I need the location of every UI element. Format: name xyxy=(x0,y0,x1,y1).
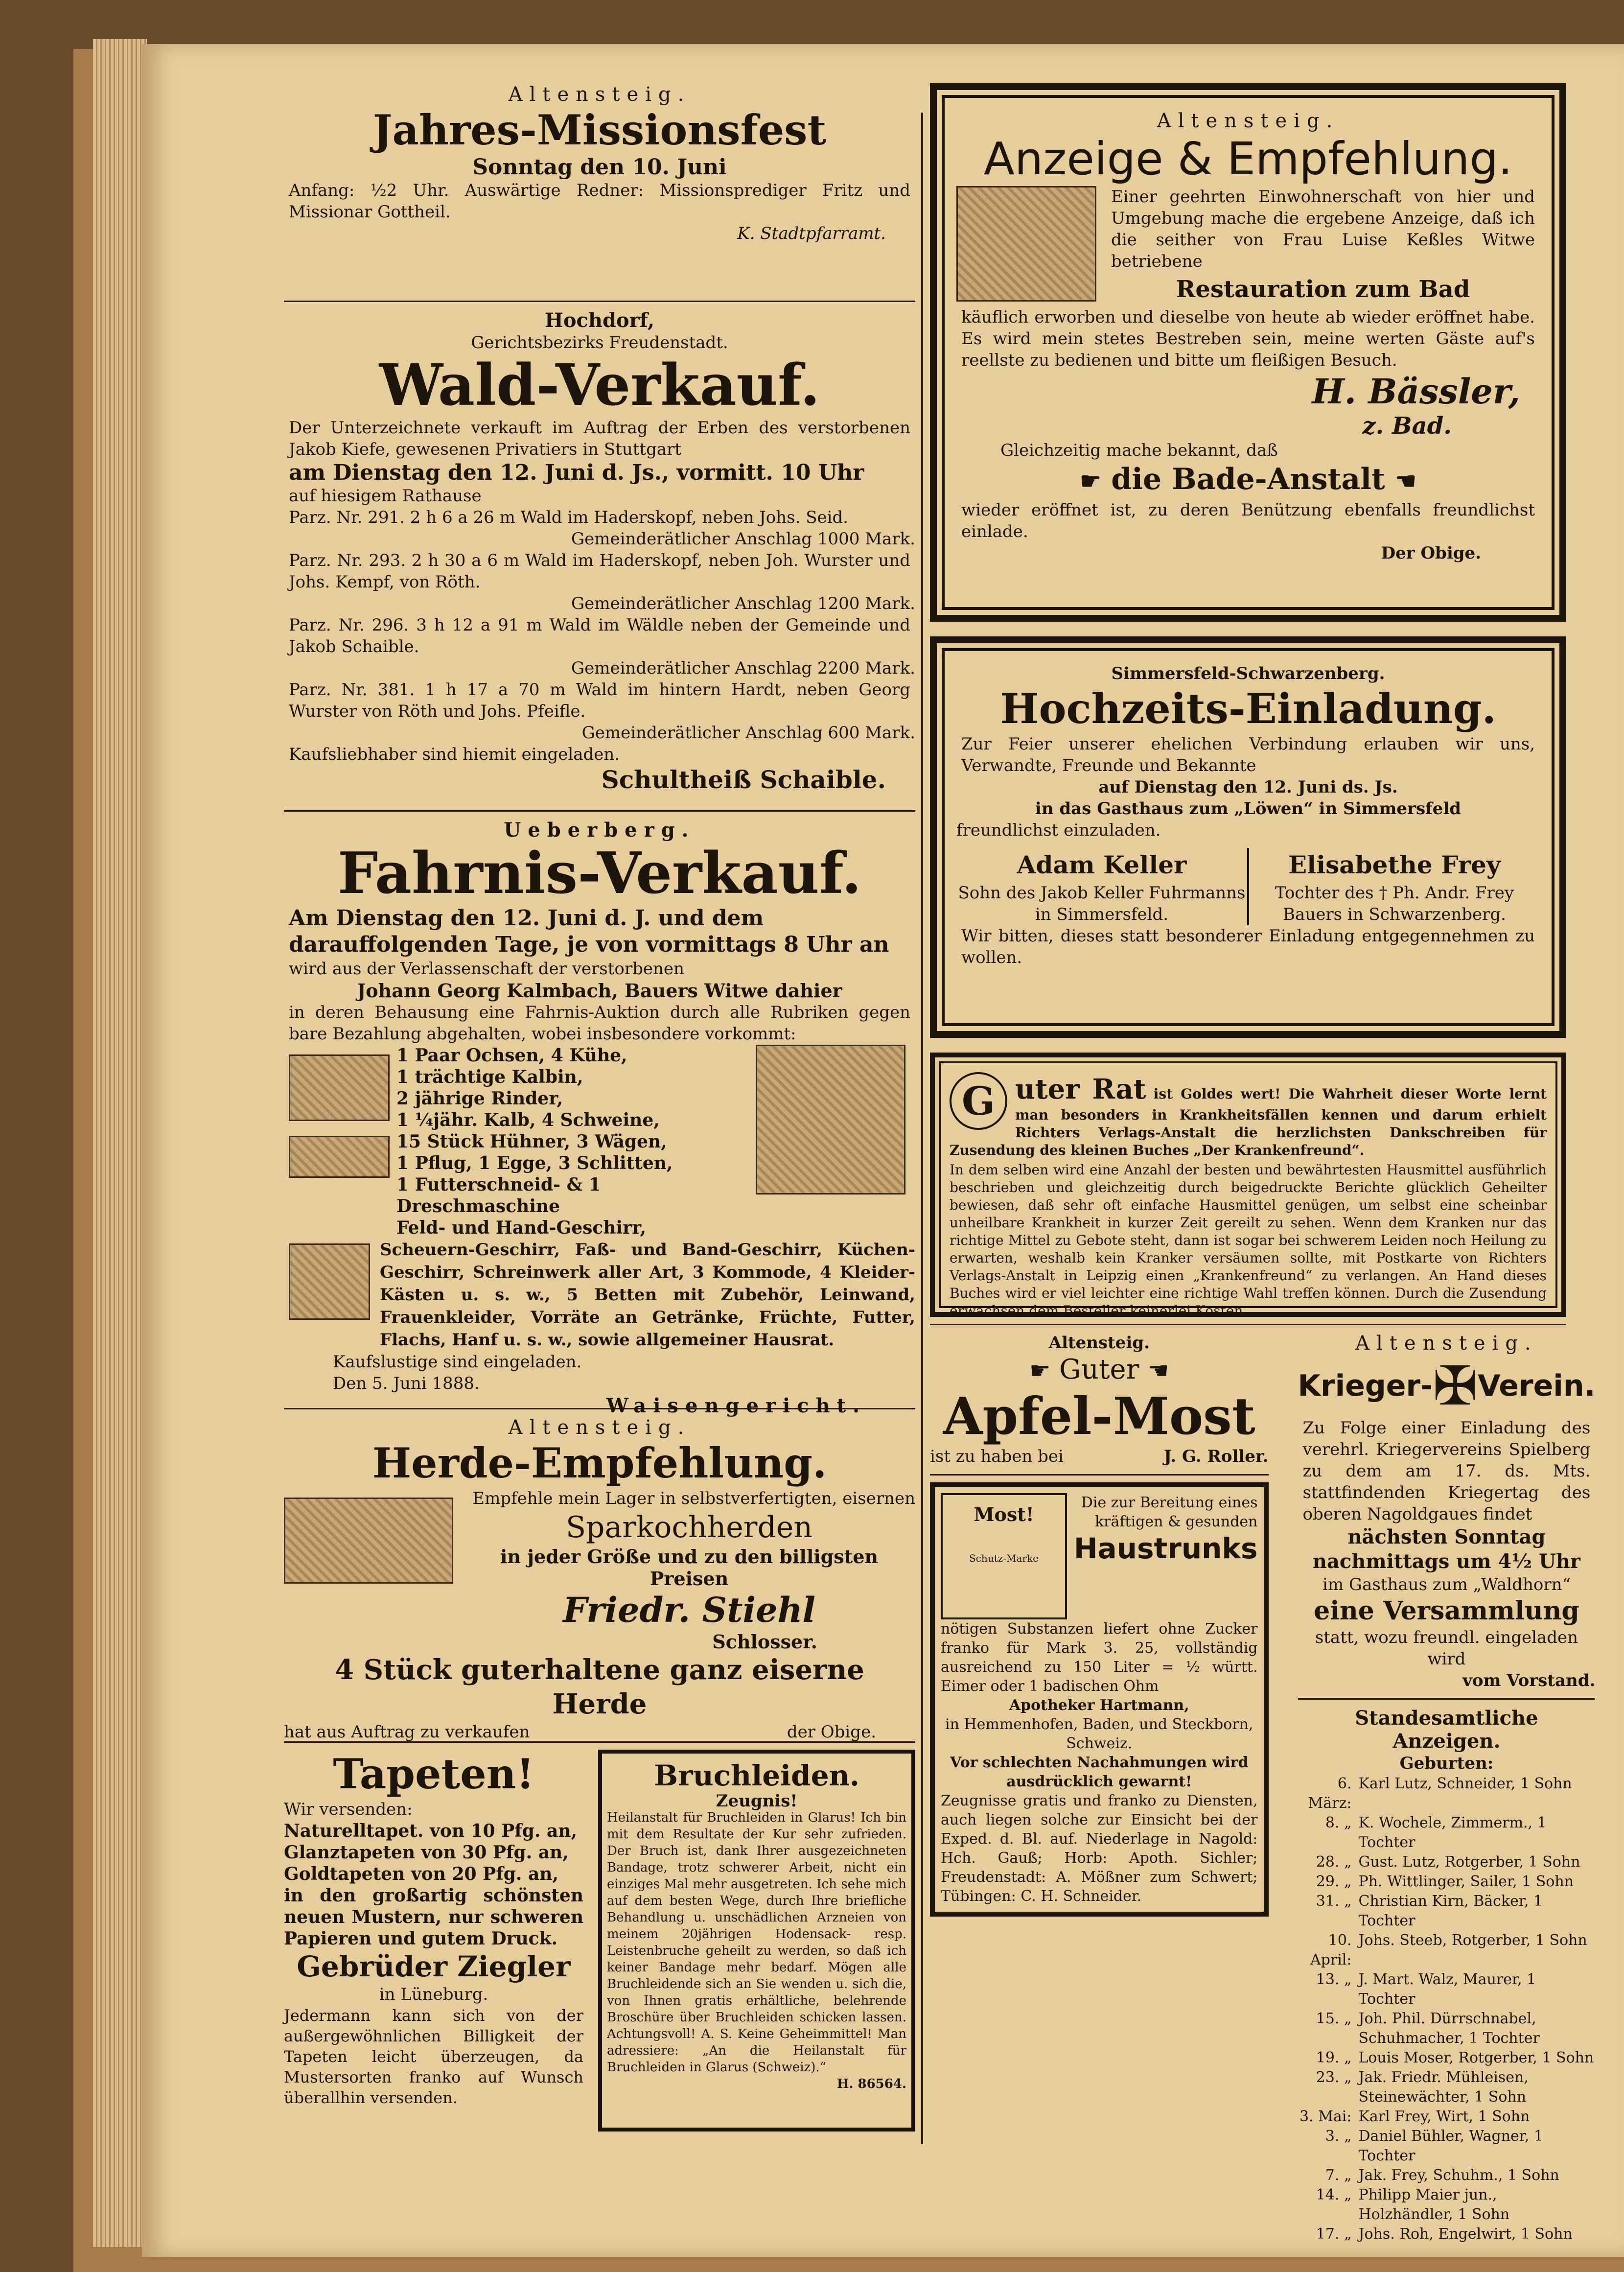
ad-job: Schlosser. xyxy=(712,1631,817,1653)
ad-body: nötigen Substanzen liefert ohne Zucker franko für Mark 3. 25, vollständig ausreichend zu 150 Liter = ½ württ. Eimer oder 1 badischen Ohm xyxy=(941,1620,1258,1695)
ad-place: Altensteig. xyxy=(1355,1332,1538,1355)
ad-title: Tapeten! xyxy=(333,1750,534,1798)
ad-top: Guter xyxy=(1059,1354,1139,1385)
ad-body2: in jeder Größe und zu den billigsten Preisen xyxy=(500,1546,879,1590)
ad-title: Herde-Empfehlung. xyxy=(372,1439,827,1487)
ad-body: ist zu haben bei xyxy=(930,1447,1064,1466)
ad-intro: Der Unterzeichnete verkauft im Auftrag der Erben des verstorbenen Jakob Kiefe, gewesenen Privatiers in Stuttgart xyxy=(289,418,910,459)
ad-where: im Gasthaus zum „Waldhorn“ xyxy=(1322,1575,1571,1594)
ad-inv: freundlichst einzuladen. xyxy=(956,820,1161,840)
divider xyxy=(930,1324,1566,1325)
ad-title: Jahres-Missionsfest xyxy=(372,106,827,154)
ad-name: Apotheker Hartmann, xyxy=(1009,1697,1189,1714)
item-date: 29. „ xyxy=(1316,1873,1352,1890)
ad-extra2: hat aus Auftrag zu verkaufen xyxy=(284,1722,530,1742)
standesamt-list xyxy=(1298,1707,1596,2244)
parcel-price: Gemeinderätlicher Anschlag 1000 Mark. xyxy=(571,529,915,549)
item: 1 Futterschneid- & 1 Dreschmaschine xyxy=(396,1174,601,1217)
ad-place: Simmersfeld-Schwarzenberg. xyxy=(1111,664,1385,683)
item-text: Karl Frey, Wirt, 1 Sohn xyxy=(1358,2108,1530,2125)
list-subtitle: Geburten: xyxy=(1399,1754,1494,1773)
item-text: Joh. Phil. Dürrschnabel, Schuhmacher, 1 Tochter xyxy=(1358,2010,1540,2047)
ad-body: In dem selben wird eine Anzahl der besten und bewährtesten Hausmittel ausführlich beschrieben und gleichzeitig durch beigedruckte Berichte glücklich Geheilter bewiesen, daß sehr oft einfache Hausmittel genügen, um selbst eine scheinbar unheilbare Krankheit in kurzer Zeit gereilt zu sehen. Wenn dem Kranken nur das richtige Mittel zu Gebote steht, dann ist sogar bei schwerem Leiden noch Heilung zu erwarten, weshalb kein Kranker versäumen sollte, mit Postkarte von Richters Verlags-Anstalt in Leipzig einen „Krankenfreund“ zu verlangen. An Hand dieses Buches wird er viel leichter eine richtige Wahl treffen können. Durch die Zusendung erwachsen dem Besteller keinerlei Kosten. xyxy=(950,1162,1547,1319)
parcel-text: Parz. Nr. 296. 3 h 12 a 91 m Wald im Wäldle neben der Gemeinde und Jakob Schaible. xyxy=(289,615,910,656)
item-text: Jak. Friedr. Mühleisen, Steinewächter, 1 Sohn xyxy=(1358,2069,1529,2106)
ad-more: Scheuern-Geschirr, Faß- und Band-Geschirr, Küchen-Geschirr, Schreinwerk aller Art, 3 Kommode, 4 Kleider-Kästen u. s. w., 5 Betten mit Zubehör, Leinwand, Frauenkleider, Vorräte an Getränke, Früchte, Futter, Flachs, Hanf u. s. w., sowie allgemeiner Hausrat. xyxy=(380,1240,915,1350)
ad-apfel-most xyxy=(930,1332,1269,1467)
parcel-text: Parz. Nr. 293. 2 h 30 a 6 m Wald im Haderskopf, neben Joh. Wurster und Johs. Kempf, von Röth. xyxy=(289,551,910,592)
groom-desc: Sohn des Jakob Keller Fuhrmanns in Simmersfeld. xyxy=(958,883,1246,924)
list-item xyxy=(1298,1813,1596,1852)
item-text: Daniel Bühler, Wagner, 1 Tochter xyxy=(1358,2128,1543,2164)
ad-title: Anzeige & Empfehlung. xyxy=(983,133,1513,185)
ad-sign: der Obige. xyxy=(787,1722,876,1742)
item-text: Jak. Frey, Schuhm., 1 Sohn xyxy=(1358,2167,1559,2184)
bride-name: Elisabethe Frey xyxy=(1288,850,1501,879)
ad-body: Zur Feier unserer ehelichen Verbindung erlauben wir uns, Verwandte, Freunde und Bekannte xyxy=(961,734,1535,775)
parcel xyxy=(284,679,915,744)
list-item xyxy=(1298,2225,1596,2244)
ad-name: Johann Georg Kalmbach, Bauers Witwe dahier xyxy=(357,980,842,1002)
item-date: 23. „ xyxy=(1316,2069,1352,2086)
item-text: Johs. Steeb, Rotgerber, 1 Sohn xyxy=(1358,1932,1587,1949)
ad-sign: K. Stadtpfarramt. xyxy=(737,224,886,243)
item-date: 8. „ xyxy=(1325,1814,1352,1831)
list-item xyxy=(1298,1931,1596,1970)
divider xyxy=(284,810,915,812)
item-text: Karl Lutz, Schneider, 1 Sohn xyxy=(1358,1775,1572,1792)
list-item xyxy=(1298,2127,1596,2166)
item-text: Philipp Maier jun., Holzhändler, 1 Sohn xyxy=(1358,2186,1510,2223)
ad-title-left: Krieger- xyxy=(1298,1369,1433,1403)
item-date: 15. „ xyxy=(1316,2010,1352,2027)
ad-intro: Die zur Bereitung eines kräftigen & gesunden xyxy=(1081,1494,1258,1530)
ad-place: Ueberberg. xyxy=(504,819,696,842)
item-text: Louis Moser, Rotgerber, 1 Sohn xyxy=(1358,2049,1594,2066)
ad-outro: statt, wozu freundl. eingeladen wird xyxy=(1315,1628,1578,1669)
ad-where: auf hiesigem Rathause xyxy=(289,486,482,506)
pointing-hand-icon: ☚ xyxy=(1395,468,1416,495)
trademark-label: Most! xyxy=(974,1503,1034,1525)
parcel-price: Gemeinderätlicher Anschlag 600 Mark. xyxy=(581,723,915,743)
ad-title: uter Rat xyxy=(1015,1073,1146,1105)
ad-where: in Hemmenhofen, Baden, und Steckborn, Schweiz. xyxy=(945,1716,1253,1752)
cattle-illustration xyxy=(756,1045,905,1195)
ad-sub: Zeugnis! xyxy=(716,1791,798,1811)
parcel-text: Parz. Nr. 291. 2 h 6 a 26 m Wald im Haderskopf, neben Johs. Seid. xyxy=(289,508,849,527)
item-date: 3. „ xyxy=(1325,2128,1352,2145)
ad-outro: Zeugnisse gratis und franko zu Diensten, auch liegen solche zur Einsicht bei der Exped. d. Bl. auf. Niederlage in Nagold: Hch. Gauß; Horb: Apoth. Sichler; Freudenstadt: A. Mößner zum Schwert; Tübingen: C. H. Schneider. xyxy=(941,1792,1258,1905)
item-date: 28. „ xyxy=(1316,1853,1352,1871)
ad-extra: 4 Stück guterhaltene ganz eiserne Herde xyxy=(335,1654,864,1720)
ad-tapeten xyxy=(284,1750,583,2131)
ad-body: Heilanstalt für Bruchleiden in Glarus! Ich bin mit dem Resultate der Kur sehr zufrieden. Der Bruch ist, dank Ihrer ausgezeichneten Bandage, trotz schwerer Arbeit, nicht ein einziges Mal mehr ausgetreten. Ich sehe mich auf dem besten Wege, durch Ihre briefliche Behandlung u. unschädlichen Arzneien von meinem 20jährigen Hodensack- resp. Leistenbruche geheilt zu werden, so daß ich keiner Bandage mehr bedarf. Mögen alle Bruchleidende sich an Sie wenden u. sich die, von Ihnen gratis erhältliche, belehrende Broschüre über Bruchleiden schicken lassen. Achtungsvoll! A. S. Keine Geheimmittel! Man adressiere: „An die Heilanstalt für Bruchleiden in Glarus (Schweiz).“ xyxy=(607,1810,906,2075)
item-text: Johs. Roh, Engelwirt, 1 Sohn xyxy=(1358,2225,1573,2243)
item-date: 17. „ xyxy=(1316,2225,1352,2243)
ad-note: Gleichzeitig mache bekannt, daß xyxy=(1000,441,1278,460)
item-text: Gust. Lutz, Rotgerber, 1 Sohn xyxy=(1358,1853,1580,1871)
page-edges xyxy=(93,39,147,2247)
pointing-hand-icon: ☛ xyxy=(1029,1357,1051,1384)
ad-sign: H. Bässler, xyxy=(1312,371,1520,412)
ad-body: Zu Folge einer Einladung des verehrl. Kriegervereins Spielberg zu dem am 17. ds. Mts. stattfindenden Kriegertag des oberen Nagoldgaues findet xyxy=(1302,1418,1591,1524)
divider xyxy=(284,301,915,302)
iron-cross-icon: ✠ xyxy=(1432,1355,1478,1417)
ad-fahrnis-verkauf xyxy=(284,819,915,1417)
item: 1 Paar Ochsen, 4 Kühe, xyxy=(396,1045,627,1066)
ad-intro: wird aus der Verlassenschaft der verstorbenen xyxy=(289,959,684,979)
ad-date: am Dienstag den 12. Juni d. Js., vormitt. 10 Uhr xyxy=(289,460,864,485)
ad-title: Hochzeits-Einladung. xyxy=(1000,684,1496,733)
ad-guter-rat xyxy=(930,1053,1566,1317)
ad-row-bottom-left xyxy=(284,1750,915,2131)
ad-intro2: in deren Behausung eine Fahrnis-Auktion durch alle Rubriken gegen bare Bezahlung abgehalten, wobei insbesondere vorkommt: xyxy=(289,1003,910,1044)
list-title: Standesamtliche Anzeigen. xyxy=(1355,1707,1538,1753)
ad-body2: käuflich erworben und dieselbe von heute ab wieder eröffnet habe. Es wird mein stetes Bestreben sein, meine werten Gäste auf's reellste zu bedienen und bitte um fleißigen Besuch. xyxy=(961,307,1535,370)
plough-illustration xyxy=(289,1136,390,1178)
ad-body1: Empfehle mein Lager in selbstverfertigten, eisernen xyxy=(472,1489,915,1508)
ad-date: nächsten Sonntag nachmittags um 4½ Uhr xyxy=(1312,1525,1580,1573)
ad-warn: Vor schlechten Nachahmungen wird ausdrücklich gewarnt! xyxy=(950,1754,1249,1790)
ad-title: Apfel-Most xyxy=(943,1386,1255,1446)
ad-note2: wieder eröffnet ist, zu deren Benützung ebenfalls freundlichst einlade. xyxy=(961,500,1535,541)
price-row: Goldtapeten von 20 Pfg. an, xyxy=(284,1864,558,1884)
ad-city: in Lüneburg. xyxy=(379,1985,488,2004)
ad-datum: Den 5. Juni 1888. xyxy=(333,1374,480,1393)
item-date: 31. „ xyxy=(1316,1893,1352,1910)
list-item xyxy=(1298,2009,1596,2048)
ad-name: Restauration zum Bad xyxy=(1176,276,1470,303)
item-date: 13. „ xyxy=(1316,1971,1352,1988)
item-date: 10. April: xyxy=(1310,1932,1352,1968)
trademark-sublabel: Schutz-Marke xyxy=(969,1552,1039,1564)
tavern-illustration xyxy=(956,186,1096,302)
wagon-illustration xyxy=(289,1243,370,1320)
ad-body: Anfang: ½2 Uhr. Auswärtige Redner: Missionsprediger Fritz und Missionar Gottheil. xyxy=(289,181,910,222)
ad-place: Altensteig. xyxy=(1157,110,1340,132)
ad-body: Einer geehrten Einwohnerschaft von hier und Umgebung mache die ergebene Anzeige, daß ich die seither von Frau Luise Keßles Witwe betriebene xyxy=(1111,187,1535,271)
ad-where: in das Gasthaus zum „Löwen“ in Simmersfeld xyxy=(1035,799,1462,819)
ad-title: Fahrnis-Verkauf. xyxy=(337,840,862,907)
item: 2 jährige Rinder, xyxy=(396,1088,563,1109)
ad-hochzeit xyxy=(930,636,1566,1038)
bride-desc: Tochter des † Ph. Andr. Frey Bauers in Schwarzenberg. xyxy=(1275,883,1514,924)
ad-event: eine Versammlung xyxy=(1314,1596,1579,1626)
list-item xyxy=(1298,1852,1596,1872)
parcel xyxy=(284,550,915,614)
ad-lead: ist Goldes wert! Die Wahrheit dieser Worte lernt man besonders in Krankheitsfällen kennen und darum erhielt Richters Verlags-Anstalt die herzlichsten Dankschreiben für Zusendung des kleinen Buches „Der Krankenfreund“. xyxy=(950,1086,1547,1158)
ad-title: Wald-Verkauf. xyxy=(379,352,820,419)
parcel-price: Gemeinderätlicher Anschlag 1200 Mark. xyxy=(571,594,915,613)
ad-outro: Kaufsliebhaber sind hiemit eingeladen. xyxy=(289,745,620,764)
list-item xyxy=(1298,2166,1596,2185)
ad-outro: Jedermann kann sich von der außergewöhnlichen Billigkeit der Tapeten leicht überzeugen, da Mustersorten franko auf Wunsch überallhin versenden. xyxy=(284,2006,583,2107)
ad-bade: die Bade-Anstalt xyxy=(1111,462,1385,496)
ad-line0: Wir versenden: xyxy=(284,1800,413,1819)
ad-date: auf Dienstag den 12. Juni ds. Js. xyxy=(1098,777,1398,797)
item-text: K. Wochele, Zimmerm., 1 Tochter xyxy=(1358,1814,1547,1851)
ad-title: Haustrunks xyxy=(1074,1532,1258,1565)
list-item xyxy=(1298,1872,1596,1892)
list-item xyxy=(1298,1970,1596,2009)
item: 1 ¼jähr. Kalb, 4 Schweine, xyxy=(396,1110,660,1130)
ad-sign: vom Vorstand. xyxy=(1462,1671,1596,1690)
list-item xyxy=(1298,2107,1596,2127)
ad-date: Am Dienstag den 12. Juni d. J. und dem darauffolgenden Tage, je von vormittags 8 Uhr an xyxy=(289,906,889,957)
groom-name: Adam Keller xyxy=(1017,850,1187,879)
item-date: 7. „ xyxy=(1325,2167,1352,2184)
item-date: 3. Mai: xyxy=(1299,2108,1352,2125)
list-item xyxy=(1298,1774,1596,1813)
column-rule xyxy=(921,113,923,2144)
price-row: Naturelltapet. von 10 Pfg. an, xyxy=(284,1821,578,1841)
item-date: 14. „ xyxy=(1316,2186,1352,2203)
ad-missionsfest xyxy=(284,83,915,294)
ad-name: Friedr. Stiehl xyxy=(562,1590,816,1630)
item: Feld- und Hand-Geschirr, xyxy=(396,1218,647,1238)
ad-place: Altensteig. xyxy=(508,1416,691,1439)
list-item xyxy=(1298,2048,1596,2068)
price-row: Glanztapeten von 30 Pfg. an, xyxy=(284,1842,569,1863)
ad-date: Sonntag den 10. Juni xyxy=(472,155,727,180)
ad-place-sub: Gerichtsbezirks Freudenstadt. xyxy=(471,333,728,352)
ad-product: Sparkochherden xyxy=(565,1510,813,1545)
ad-title: Bruchleiden. xyxy=(653,1759,860,1792)
ad-body: in den großartig schönsten neuen Mustern, nur schweren Papieren und gutem Druck. xyxy=(284,1885,583,1949)
pointing-hand-icon: ☛ xyxy=(1080,468,1101,495)
item-date: 6. März: xyxy=(1308,1775,1352,1812)
ad-place: Hochdorf, xyxy=(545,309,654,332)
parcel-price: Gemeinderätlicher Anschlag 2200 Mark. xyxy=(571,658,915,678)
ad-bruchleiden xyxy=(598,1750,915,2131)
item-text: Christian Kirn, Bäcker, 1 Tochter xyxy=(1358,1893,1543,1929)
ad-place: Altensteig. xyxy=(1048,1333,1150,1353)
most-trademark-logo xyxy=(941,1493,1067,1619)
left-column xyxy=(284,83,915,2131)
item-text: J. Mart. Walz, Maurer, 1 Tochter xyxy=(1358,1971,1536,2008)
item-date: 19. „ xyxy=(1316,2049,1352,2066)
item-text: Ph. Wittlinger, Sailer, 1 Sohn xyxy=(1358,1873,1574,1890)
decorative-initial: G xyxy=(950,1072,1007,1130)
item: 15 Stück Hühner, 3 Wägen, xyxy=(396,1131,667,1152)
parcel xyxy=(284,614,915,679)
item: 1 trächtige Kalbin, xyxy=(396,1067,583,1087)
parcel-list xyxy=(284,507,915,744)
ad-row-most-krieger xyxy=(930,1332,1596,2243)
right-column xyxy=(930,83,1596,2243)
ad-wald-verkauf xyxy=(284,309,915,803)
parcel xyxy=(284,507,915,550)
ad-anzeige-empfehlung xyxy=(930,83,1566,622)
ad-title-right: Verein. xyxy=(1478,1369,1596,1403)
ad-haustrunk xyxy=(930,1482,1269,1917)
ad-krieger-verein xyxy=(1298,1332,1596,1691)
divider xyxy=(930,1474,1269,1476)
ad-place: Altensteig. xyxy=(508,83,691,106)
ad-code: H. 86564. xyxy=(836,2077,906,2091)
parcel-text: Parz. Nr. 381. 1 h 17 a 70 m Wald im hintern Hardt, neben Georg Wurster von Röth und Johs. Pfeifle. xyxy=(289,680,910,721)
ad-sign2: z. Bad. xyxy=(1362,412,1452,440)
list-item xyxy=(1298,2185,1596,2225)
ad-sign: Schultheiß Schaible. xyxy=(601,765,886,794)
ad-outro: Kaufslustige sind eingeladen. xyxy=(333,1352,582,1372)
ad-sign3: Der Obige. xyxy=(1381,543,1481,563)
item: 1 Pflug, 1 Egge, 3 Schlitten, xyxy=(396,1153,673,1173)
divider xyxy=(1298,1698,1596,1700)
ad-herde xyxy=(284,1416,915,1742)
ad-outro: Wir bitten, dieses statt besonderer Einladung entgegennehmen zu wollen. xyxy=(961,926,1535,967)
ad-sign: J. G. Roller. xyxy=(1163,1447,1269,1466)
list-item xyxy=(1298,1892,1596,1931)
ox-illustration xyxy=(289,1054,390,1121)
ad-name: Gebrüder Ziegler xyxy=(297,1950,571,1983)
pointing-hand-icon: ☚ xyxy=(1148,1357,1169,1384)
stove-illustration xyxy=(284,1498,453,1584)
ad-sign: Waisengericht. xyxy=(606,1394,866,1417)
list-item xyxy=(1298,2068,1596,2107)
